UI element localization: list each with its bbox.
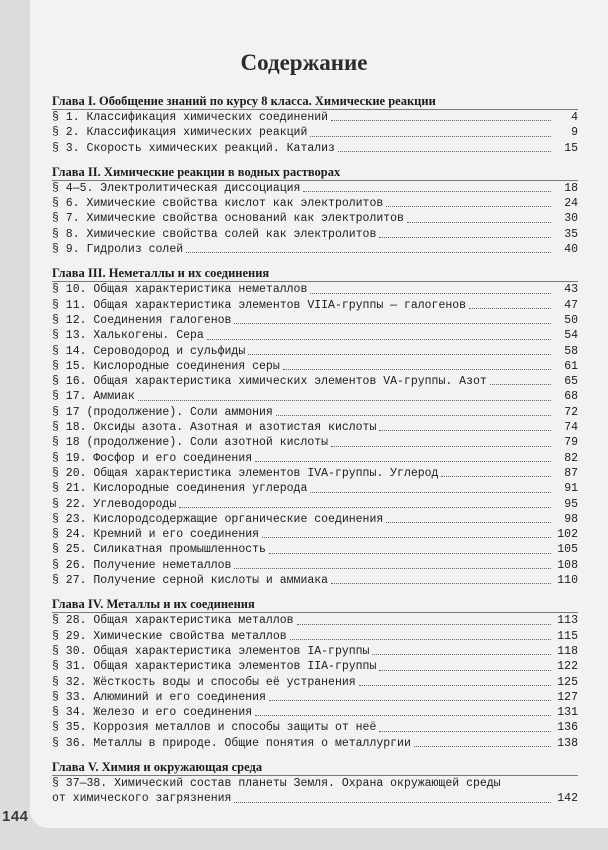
toc-entry[interactable]: [52, 542, 578, 557]
dot-leader: [207, 339, 551, 340]
chapter-spacer: [52, 257, 578, 266]
page-title: Содержание: [240, 50, 368, 75]
entry-page-number: 138: [557, 736, 578, 750]
chapter-section: [52, 266, 578, 588]
entry-page-number: 50: [564, 313, 578, 327]
dot-leader: [283, 369, 551, 370]
dot-leader: [310, 136, 551, 137]
dot-leader: [255, 715, 551, 716]
entry-page-number: 125: [557, 675, 578, 689]
entry-title: § 27. Получение серной кислоты и аммиака: [52, 574, 329, 588]
toc-entry[interactable]: [52, 196, 578, 211]
entry-title: § 16. Общая характеристика химических элементов VA-группы. Азот: [52, 375, 487, 389]
entry-title: § 6. Химические свойства кислот как электролитов: [52, 197, 384, 211]
toc-entry[interactable]: [52, 675, 578, 690]
entry-title: § 11. Общая характеристика элементов VIIA-группы — галогенов: [52, 298, 467, 312]
entry-title: § 1. Классификация химических соединений: [52, 111, 329, 124]
toc-entry[interactable]: [52, 227, 578, 242]
dot-leader: [297, 624, 551, 625]
toc-entry[interactable]: [52, 629, 578, 644]
entry-title: § 19. Фосфор и его соединения: [52, 451, 253, 465]
dot-leader: [379, 670, 551, 671]
entry-title: § 17. Аммиак: [52, 390, 135, 404]
dot-leader: [255, 461, 551, 462]
entry-title: § 26. Получение неметаллов: [52, 558, 232, 572]
chapter-title: Глава III. Неметаллы и их соединения: [52, 266, 578, 282]
entry-page-number: 65: [564, 375, 578, 389]
toc-entry[interactable]: [52, 181, 578, 196]
entry-title: § 18 (продолжение). Соли азотной кислоты: [52, 436, 329, 450]
toc-entry[interactable]: [52, 736, 578, 751]
entry-title: § 15. Кислородные соединения серы: [52, 359, 280, 373]
dot-leader: [276, 415, 551, 416]
entry-page-number: 105: [557, 543, 578, 557]
toc-entry[interactable]: [52, 720, 578, 735]
entry-page-number: 115: [557, 629, 578, 643]
dot-leader: [138, 400, 551, 401]
toc-entry[interactable]: [52, 359, 578, 374]
dot-leader: [331, 120, 551, 121]
dot-leader: [379, 430, 551, 431]
entry-title: § 10. Общая характеристика неметаллов: [52, 283, 308, 297]
toc-entry[interactable]: [52, 141, 578, 156]
toc-entry[interactable]: [52, 374, 578, 389]
entry-page-number: 142: [557, 792, 578, 806]
entry-title: § 20. Общая характеристика элементов IVA-группы. Углерод: [52, 466, 439, 480]
toc-entry[interactable]: [52, 481, 578, 496]
toc-entry[interactable]: [52, 573, 578, 588]
entry-title: § 28. Общая характеристика металлов: [52, 614, 294, 628]
toc-entry[interactable]: [52, 690, 578, 705]
toc-entry[interactable]: [52, 282, 578, 297]
toc-entry[interactable]: [52, 705, 578, 720]
toc-entry[interactable]: [52, 298, 578, 313]
chapter-spacer: [52, 751, 578, 760]
chapter-title: Глава V. Химия и окружающая среда: [52, 760, 578, 776]
entry-title-line: § 37—38. Химический состав планеты Земля. Охрана окружающей среды: [52, 776, 501, 790]
dot-leader: [269, 700, 551, 701]
toc-entry[interactable]: [52, 466, 578, 481]
toc-entry[interactable]: [52, 211, 578, 226]
dot-leader: [179, 507, 551, 508]
table-of-contents: [52, 94, 578, 807]
dot-leader: [359, 685, 551, 686]
entry-title: § 33. Алюминий и его соединения: [52, 690, 266, 704]
chapter-section: [52, 165, 578, 257]
entry-title: § 30. Общая характеристика элементов IA-группы: [52, 644, 370, 658]
entry-title: § 34. Железо и его соединения: [52, 706, 253, 720]
entry-title: от химического загрязнения: [52, 792, 232, 806]
dot-leader: [310, 293, 551, 294]
entry-title: § 14. Сероводород и сульфиды: [52, 344, 246, 358]
entry-page-number: 24: [564, 197, 578, 211]
dot-leader: [186, 252, 551, 253]
entry-page-number: 98: [564, 512, 578, 526]
dot-leader: [290, 639, 551, 640]
dot-leader: [338, 151, 551, 152]
page-number: 144: [2, 808, 29, 825]
toc-entry[interactable]: [52, 420, 578, 435]
entry-page-number: 68: [564, 390, 578, 404]
chapter-spacer: [52, 156, 578, 165]
dot-leader: [379, 731, 551, 732]
dot-leader: [414, 746, 551, 747]
entry-title: § 31. Общая характеристика элементов IIA-группы: [52, 660, 377, 674]
dot-leader: [386, 522, 551, 523]
toc-entry[interactable]: [52, 527, 578, 542]
toc-entry[interactable]: [52, 328, 578, 343]
entry-page-number: 35: [564, 227, 578, 241]
entry-title: § 24. Кремний и его соединения: [52, 528, 260, 542]
dot-leader: [234, 802, 551, 803]
entry-title: § 8. Химические свойства солей как электролитов: [52, 227, 377, 241]
chapter-title: Глава I. Обобщение знаний по курсу 8 класса. Химические реакции: [52, 94, 578, 110]
toc-entry[interactable]: [52, 435, 578, 450]
entry-title: § 2. Классификация химических реакций: [52, 126, 308, 140]
entry-page-number: 118: [557, 644, 578, 658]
dot-leader: [372, 654, 551, 655]
entry-page-number: 79: [564, 436, 578, 450]
toc-entry[interactable]: [52, 558, 578, 573]
toc-entry[interactable]: [52, 451, 578, 466]
dot-leader: [490, 384, 551, 385]
entry-page-number: 91: [564, 482, 578, 496]
toc-entry[interactable]: [52, 242, 578, 257]
entry-title: § 9. Гидролиз солей: [52, 243, 184, 257]
entry-page-number: 110: [557, 574, 578, 588]
entry-page-number: 43: [564, 283, 578, 297]
entry-title: § 21. Кислородные соединения углерода: [52, 482, 308, 496]
entry-page-number: 95: [564, 497, 578, 511]
entry-title: § 13. Халькогены. Сера: [52, 329, 204, 343]
entry-page-number: 74: [564, 421, 578, 435]
dot-leader: [407, 222, 551, 223]
entry-page-number: 47: [564, 298, 578, 312]
entry-page-number: 82: [564, 451, 578, 465]
entry-page-number: 61: [564, 359, 578, 373]
entry-title: § 18. Оксиды азота. Азотная и азотистая кислоты: [52, 421, 377, 435]
entry-title: § 36. Металлы в природе. Общие понятия о металлургии: [52, 736, 411, 750]
dot-leader: [248, 354, 551, 355]
entry-page-number: 136: [557, 721, 578, 735]
entry-page-number: 18: [564, 181, 578, 195]
entry-page-number: 87: [564, 466, 578, 480]
toc-entry[interactable]: [52, 313, 578, 328]
chapter-title: Глава II. Химические реакции в водных растворах: [52, 165, 578, 181]
toc-entry[interactable]: [52, 512, 578, 527]
toc-entry[interactable]: [52, 389, 578, 404]
toc-entry[interactable]: [52, 405, 578, 420]
entry-page-number: 30: [564, 212, 578, 226]
dot-leader: [310, 492, 551, 493]
dot-leader: [386, 206, 551, 207]
dot-leader: [441, 476, 551, 477]
toc-entry[interactable]: [52, 659, 578, 674]
entry-page-number: 72: [564, 405, 578, 419]
entry-page-number: 131: [557, 706, 578, 720]
chapter-title: Глава IV. Металлы и их соединения: [52, 597, 578, 613]
entry-page-number: 127: [557, 690, 578, 704]
entry-title: § 17 (продолжение). Соли аммония: [52, 405, 273, 419]
dot-leader: [331, 583, 551, 584]
entry-title: § 22. Углеводороды: [52, 497, 177, 511]
entry-title: § 3. Скорость химических реакций. Катализ: [52, 141, 335, 155]
entry-page-number: 15: [564, 141, 578, 155]
toc-entry[interactable]: [52, 125, 578, 140]
entry-title: § 4—5. Электролитическая диссоциация: [52, 181, 301, 195]
entry-continuation: [52, 791, 578, 806]
toc-entry[interactable]: [52, 644, 578, 659]
entry-title: § 25. Силикатная промышленность: [52, 543, 266, 557]
entry-page-number: 40: [564, 243, 578, 257]
chapter-section: [52, 597, 578, 751]
entry-page-number: 58: [564, 344, 578, 358]
entry-title: § 32. Жёсткость воды и способы её устранения: [52, 675, 356, 689]
entry-page-number: 102: [557, 528, 578, 542]
chapter-section: [52, 94, 578, 156]
dot-leader: [303, 191, 551, 192]
toc-entry[interactable]: [52, 776, 578, 807]
chapter-spacer: [52, 588, 578, 597]
dot-leader: [262, 537, 551, 538]
entry-page-number: 9: [571, 126, 578, 140]
entry-page-number: 108: [557, 558, 578, 572]
entry-title: § 35. Коррозия металлов и способы защиты от неё: [52, 721, 377, 735]
toc-entry[interactable]: [52, 497, 578, 512]
entry-page-number: 122: [557, 660, 578, 674]
dot-leader: [379, 237, 551, 238]
dot-leader: [269, 553, 551, 554]
dot-leader: [234, 323, 551, 324]
dot-leader: [469, 308, 551, 309]
entry-page-number: 4: [571, 111, 578, 124]
dot-leader: [234, 568, 551, 569]
entry-title: § 7. Химические свойства оснований как электролитов: [52, 212, 404, 226]
toc-entry[interactable]: [52, 110, 578, 125]
entry-title: § 29. Химические свойства металлов: [52, 629, 287, 643]
dot-leader: [331, 446, 551, 447]
chapter-section: [52, 760, 578, 807]
entry-page-number: 54: [564, 329, 578, 343]
toc-entry[interactable]: [52, 613, 578, 628]
toc-entry[interactable]: [52, 344, 578, 359]
entry-title: § 12. Соединения галогенов: [52, 313, 232, 327]
entry-page-number: 113: [557, 614, 578, 628]
entry-title: § 23. Кислородсодержащие органические соединения: [52, 512, 384, 526]
